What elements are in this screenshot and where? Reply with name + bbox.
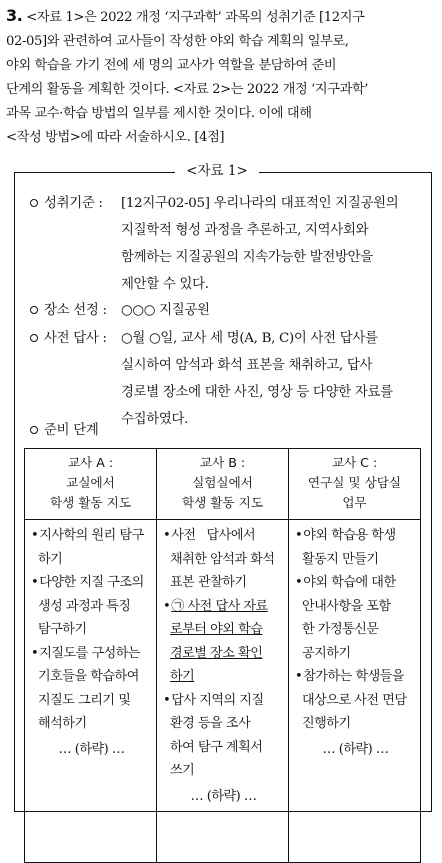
list-item: 하기	[38, 551, 63, 567]
standard-text	[121, 190, 398, 298]
list-item: 쓰기	[170, 763, 195, 778]
standard-line: 지질학적 형성 과정을 추론하고, 지역사회와	[121, 223, 369, 238]
header-line: 학생 활동 지도	[182, 495, 263, 510]
header-line: 학생 활동 지도	[50, 495, 131, 510]
standard-line: 제안할 수 있다.	[121, 277, 209, 292]
question-number: 3.	[6, 6, 23, 25]
header-teacher-a	[25, 449, 157, 520]
survey-line: 경로별 장소에 대한 사진, 영상 등 다양한 자료를	[121, 385, 393, 400]
survey-line: ○월 ○일, 교사 세 명(A, B, C)이 사전 답사를	[121, 331, 378, 346]
standard-line: [12지구02-05] 우리나라의 대표적인 지질공원의	[121, 196, 399, 211]
continuation-text: … (하략) …	[322, 741, 389, 757]
place-label: 장소 선정 :	[44, 303, 107, 318]
header-teacher-b	[157, 449, 289, 520]
bullet-circle-icon	[30, 199, 38, 207]
list-item: 진행하기	[302, 716, 351, 731]
survey-label-row	[30, 325, 107, 352]
list-item: 한 가정통신문	[302, 622, 379, 637]
header-teacher-c	[289, 449, 421, 520]
list-item: 활동지 만들기	[302, 551, 379, 567]
question-line: 02-05]와 관련하여 교사들이 작성한 야외 학습 계획의 일부로,	[6, 34, 349, 49]
list-item: • 참가하는 학생들을	[295, 665, 416, 689]
activities-teacher-b	[157, 520, 289, 863]
list-item: • 지질도를 구성하는	[31, 642, 152, 666]
continuation-text: … (하략) …	[190, 788, 257, 804]
list-item: 표본 관찰하기	[170, 575, 247, 590]
list-item: 탐구하기	[38, 622, 87, 637]
survey-text	[121, 325, 393, 433]
question-line: 야외 학습을 가기 전에 세 명의 교사가 역할을 분담하여 준비	[6, 58, 337, 73]
prep-label-row	[30, 417, 99, 444]
list-item: 지질도 그리기 및	[38, 692, 131, 708]
list-item: 환경 등을 조사	[170, 716, 251, 731]
question-line: 과목 교수·학습 방법의 일부를 제시한 것이다. 이에 대해	[6, 106, 312, 121]
header-line: 교사 B :	[199, 455, 246, 470]
prep-table-header-row	[25, 449, 421, 520]
list-item: 해석하기	[38, 716, 87, 731]
list-item: • 다양한 지질 구조의	[31, 571, 152, 595]
place-value: ○○○ 지질공원	[121, 303, 210, 318]
header-line: 업무	[342, 495, 367, 510]
list-item: 하여 탐구 계획서	[170, 739, 263, 755]
list-item: 기호들을 학습하여	[38, 669, 139, 684]
list-item: 안내사항을 포함	[302, 598, 391, 614]
survey-line: 수집하였다.	[121, 412, 189, 427]
header-line: 교사 A :	[67, 455, 114, 470]
activities-teacher-a	[25, 520, 157, 863]
list-item: 공지하기	[302, 645, 351, 661]
underlined-item: 경로별 장소 확인	[170, 645, 263, 661]
activities-teacher-c	[289, 520, 421, 863]
underlined-item: ㉠ 사전 답사 자료	[171, 598, 268, 614]
list-item: 생성 과정과 특징	[38, 598, 131, 614]
underlined-item: 하기	[170, 669, 195, 684]
bullet-circle-icon	[30, 426, 38, 434]
question-text	[6, 4, 434, 150]
material-box-title: <자료 1>	[175, 162, 259, 180]
bullet-circle-icon	[30, 306, 38, 314]
underlined-item: 로부터 야외 학습	[170, 622, 263, 637]
list-item: • 사전 답사에서	[163, 524, 284, 548]
list-item: • 지사학의 원리 탐구	[31, 524, 152, 548]
continuation-text: … (하략) …	[58, 741, 125, 757]
standard-label-row	[30, 190, 103, 217]
list-item: • 야외 학습에 대한	[295, 571, 416, 595]
place-row	[30, 297, 107, 324]
list-item: • 야외 학습용 학생	[295, 524, 416, 548]
question-line: <작성 방법>에 따라 서술하시오. [4점]	[6, 130, 225, 145]
survey-label: 사전 답사 :	[44, 331, 107, 346]
question-line: 단계의 활동을 계획한 것이다. <자료 2>는 2022 개정 ‘지구과학’	[6, 82, 369, 97]
survey-line: 실시하여 암석과 화석 표본을 채취하고, 답사	[121, 358, 373, 373]
standard-line: 함께하는 지질공원의 지속가능한 발전방안을	[121, 250, 373, 265]
prep-table	[24, 448, 421, 863]
header-line: 실험실에서	[192, 475, 253, 490]
header-line: 교실에서	[66, 475, 115, 490]
prep-table-body-row	[25, 520, 421, 863]
header-line: 연구실 및 상담실	[307, 475, 402, 490]
standard-label: 성취기준 :	[44, 196, 103, 211]
header-line: 교사 C :	[331, 455, 378, 470]
bullet-circle-icon	[30, 334, 38, 342]
question-line: <자료 1>은 2022 개정 ‘지구과학’ 과목의 성취기준 [12지구	[26, 10, 365, 25]
list-item: 채취한 암석과 화석	[170, 551, 275, 567]
list-item: 대상으로 사전 면담	[302, 692, 407, 708]
list-item: • 답사 지역의 지질	[163, 689, 284, 713]
prep-label: 준비 단계	[44, 423, 99, 438]
